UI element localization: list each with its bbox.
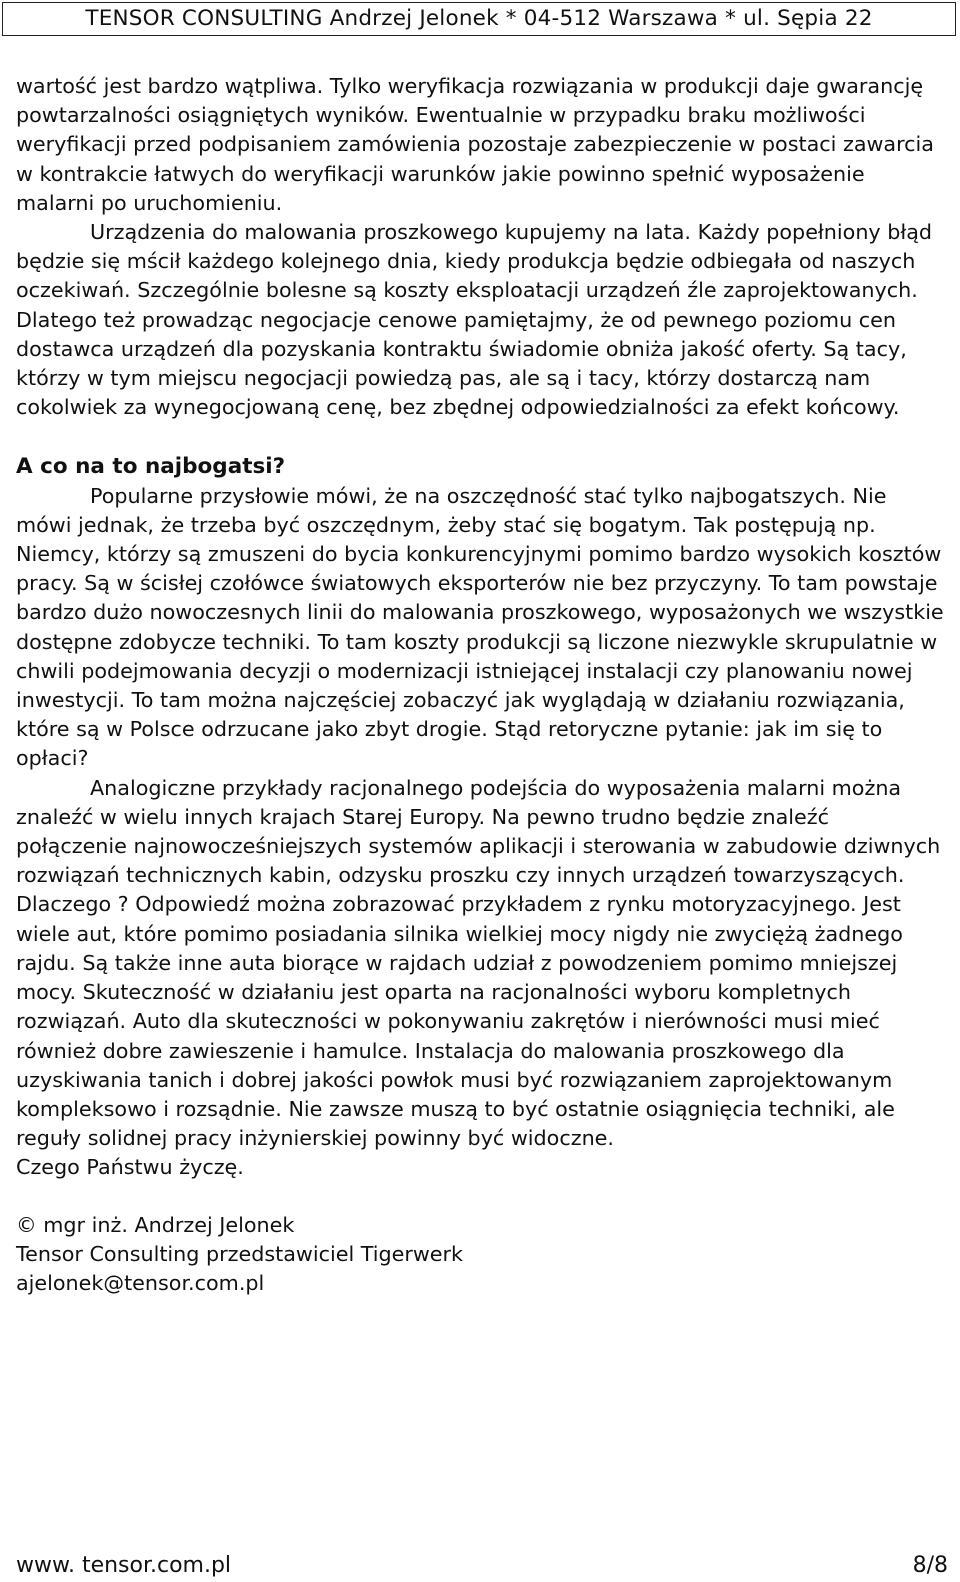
paragraph: Urządzenia do malowania proszkowego kupujemy na lata. Każdy popełniony błąd będzie się mścił każdego kolejnego dnia, kiedy produkcja będzie odbiegała od naszych oczekiwań. Szczególnie bolesne są koszty eksploatacji urządzeń źle zaprojektowanych. Dlatego też prowadząc negocjacje cenowe pamiętajmy, że od pewnego poziomu cen dostawca urządzeń dla pozyskania kontraktu świadomie obniża jakość oferty. Są tacy, którzy w tym miejscu negocjacji powiedzą pas, ale są i tacy, którzy dostarczą nam cokolwiek za wynegocjowaną cenę, bez zbędnej odpowiedzialności za efekt końcowy. — [16, 220, 933, 420]
signature-email: ajelonek@tensor.com.pl — [16, 1270, 265, 1295]
footer-website: www. tensor.com.pl — [16, 1553, 232, 1578]
header-title: TENSOR CONSULTING Andrzej Jelonek * 04-512 Warszawa * ul. Sępia 22 — [85, 6, 873, 31]
page-header — [2, 2, 956, 36]
page-number: 8/8 — [912, 1553, 948, 1578]
paragraph: Analogiczne przykłady racjonalnego podejścia do wyposażenia malarni można znaleźć w wielu innych krajach Starej Europy. Na pewno trudno będzie znaleźć połączenie najnowocześniejszych systemów aplikacji i sterowania w zabudowie dziwnych rozwiązań technicznych kabin, odzysku proszku czy innych urządzeń towarzyszących. Dlaczego ? Odpowiedź można zobrazować przykładem z rynku motoryzacyjnego. Jest wiele aut, które pomimo posiadania silnika wielkiej mocy nigdy nie zwyciężą żadnego rajdu. Są także inne auta biorące w rajdach udział z powodzeniem pomimo mniejszej mocy. Skuteczność w działaniu jest oparta na racjonalności wyboru kompletnych rozwiązań. Auto dla skuteczności w pokonywaniu zakrętów i nierówności musi mieć również dobre zawieszenie i hamulce. Instalacja do malowania proszkowego dla uzyskiwania tanich i dobrej jakości powłok musi być rozwiązaniem zaprojektowanym kompleksowo i rozsądnie. Nie zawsze muszą to być ostatnie osiągnięcia techniki, ale reguły solidnej pracy inżynierskiej powinny być widoczne. — [16, 775, 941, 1151]
section-heading: A co na to najbogatsi? — [16, 454, 286, 480]
signature-name: © mgr inż. Andrzej Jelonek — [16, 1212, 295, 1237]
signature-company: Tensor Consulting przedstawiciel Tigerwerk — [16, 1241, 464, 1266]
paragraph: Popularne przysłowie mówi, że na oszczędność stać tylko najbogatszych. Nie mówi jednak, że trzeba być oszczędnym, żeby stać się bogatym. Tak postępują np. Niemcy, którzy są zmuszeni do bycia konkurencyjnymi pomimo bardzo wysokich kosztów pracy. Są w ścisłej czołówce światowych eksporterów nie bez przyczyny. To tam powstaje bardzo dużo nowoczesnych linii do malowania proszkowego, wyposażonych we wszystkie dostępne zdobycze techniki. To tam koszty produkcji są liczone niezwykle skrupulatnie w chwili podejmowania decyzji o modernizacji istniejącej instalacji czy planowaniu nowej inwestycji. To tam można najczęściej zobaczyć jak wyglądają w działaniu rozwiązania, które są w Polsce odrzucane jako zbyt drogie. Stąd retoryczne pytanie: jak im się to opłaci? — [16, 483, 944, 771]
closing-line: Czego Państwu życzę. — [16, 1155, 244, 1180]
document-body — [16, 72, 946, 1298]
paragraph: wartość jest bardzo wątpliwa. Tylko weryfikacja rozwiązania w produkcji daje gwarancję powtarzalności osiągniętych wyników. Ewentualnie w przypadku braku możliwości weryfikacji przed podpisaniem zamówienia pozostaje zabezpieczenie w postaci zawarcia w kontrakcie łatwych do weryfikacji warunków jakie powinno spełnić wyposażenie malarni po uruchomieniu. — [16, 74, 934, 215]
spacer — [16, 1183, 946, 1211]
